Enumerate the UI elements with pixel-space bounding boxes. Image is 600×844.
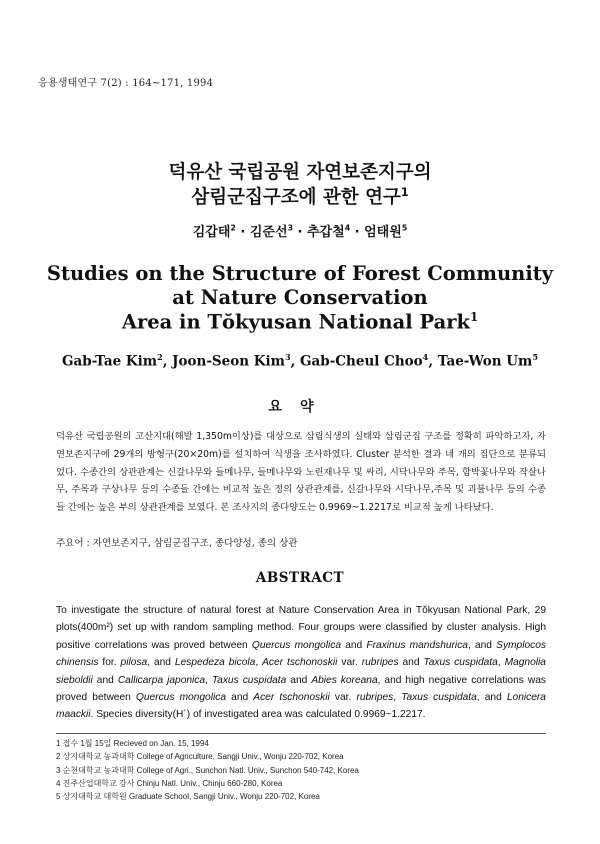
abstract-text: and — [92, 674, 118, 686]
species-name: Quercus mongolica — [135, 692, 227, 704]
korean-author: 엄태원 — [364, 225, 402, 240]
english-author-affil: 5 — [532, 352, 538, 362]
species-name: Acer tschonoskii — [262, 657, 338, 669]
footnote: 3 순천대학교 농과대학 College of Agri., Sunchon Natl. Univ., Sunchon 540-742, Korea — [56, 765, 359, 775]
english-authors: Gab-Tae Kim$^2$, Joon-Seon Kim$^3$, Gab-Cheul Choo$^4$, Tae-Won Um$^5$ — [62, 352, 538, 370]
species-name: Lespedeza bicola — [174, 657, 256, 669]
footnote-divider — [56, 733, 546, 734]
korean-abstract-body: 덕유산 국립공원의 고산지대(해발 1,350m이상)를 대상으로 삼림식생의 실태와 삼림군집 구조를 정확히 파악하고자, 자연보존지구에 29개의 방형구(20×20m)를 설치하여 식생을 조사하였다. Cluster 분석한 결과 네 개의 집단으로 분류되었다. 수종간의 상관관계는 신갈나무와 들메나무, 들메나무와 노린재나무 및 싸리, 시닥나무와 주목, 함박꽃나무와 작살나무, 주목과 구상나무 등의 수종들 간에는 비교적 높은 정의 상관관계를, 신갈나무와 시닥나무,주목 및 괴불나무 등의 수종들 간에는 높은 부의 상관관계를 보였다. 본 조사지의 종다양도는 0.9969~1.2217로 비교적 높게 나타났다. — [56, 431, 546, 514]
korean-author-affil: 4 — [344, 223, 351, 233]
english-author: Tae-Won Um — [437, 353, 533, 370]
korean-author-affil: 3 — [287, 223, 293, 233]
abstract-text: To investigate the structure of natural forest at Nature Conservation Area in Tŏkyusan National Park, 29 plots(400m²) set up with random sampling method. Four groups were classified by cluster analysis. High positive correlations was proved between — [56, 605, 546, 651]
korean-author-affil: 5 — [401, 223, 408, 233]
abstract-text: and — [341, 639, 367, 651]
abstract-text: and — [398, 657, 424, 669]
english-author: Joon-Seon Kim — [172, 353, 285, 370]
english-author-affil: 4 — [422, 352, 429, 362]
english-title-text: Area in Tŏkyusan National Park — [121, 310, 471, 334]
english-title-line2: at Nature Conservation — [172, 286, 428, 309]
species-name: Taxus cuspidata — [423, 657, 498, 669]
abstract-text: var. — [329, 692, 357, 704]
footnote: 4 진주산업대학교 강사 Chinju Natl. Univ., Chinju 660-280, Korea — [56, 778, 283, 788]
abstract-text: , — [497, 657, 505, 669]
korean-author: 김준선 — [249, 225, 288, 240]
korean-authors — [0, 221, 600, 240]
footnote: 5 상지대학교 대학원 Graduate School, Sangji Univ., Wonju 220-702, Korea — [56, 792, 320, 802]
species-name: rubripes — [356, 692, 394, 704]
english-title-line3 — [0, 310, 600, 334]
abstract-text: , and high negative correlations was proved between — [56, 674, 546, 704]
english-author: Gab-Cheul Choo — [299, 353, 423, 370]
abstract-text: , and — [476, 692, 507, 704]
english-abstract-body — [56, 602, 546, 724]
species-name: Callicarpa japonica — [117, 674, 206, 686]
korean-title-text: 삼림군집구조에 관한 연구 — [191, 187, 401, 208]
footnotes — [56, 737, 359, 803]
abstract-text: . Species diversity(H´) of investigated area was calculated 0.9969~1.2217. — [90, 709, 426, 721]
species-name: Quercus mongolica — [251, 639, 342, 651]
korean-author: 추갑철 — [307, 225, 345, 240]
abstract-text: var. — [337, 657, 362, 669]
species-name: Taxus cuspidata — [211, 674, 287, 686]
species-name: Taxus cuspidata — [401, 692, 477, 704]
korean-abstract-heading: 요약 — [268, 399, 332, 415]
abstract-text: , — [205, 674, 212, 686]
english-author-affil: 2 — [157, 352, 163, 362]
footnote: 1 접수 1월 15일 Recieved on Jan. 15, 1994 — [56, 739, 209, 748]
footnote: 2 상지대학교 농과대학 College of Agriculture, Sangji Univ., Wonju 220-702, Korea — [56, 752, 344, 762]
korean-author-affil: 2 — [230, 223, 236, 233]
keywords — [56, 535, 297, 549]
korean-title-line1: 덕유산 국립공원 자연보존지구의 — [168, 162, 432, 183]
species-name: Abies koreana — [311, 674, 378, 686]
species-name: Lonicera maackii — [56, 692, 546, 721]
abstract-text: and — [226, 692, 254, 704]
english-author: Gab-Tae Kim — [62, 353, 158, 370]
species-name: rubripes — [361, 657, 399, 669]
species-name: Magnolia sieboldii — [56, 657, 546, 686]
abstract-text: and — [286, 674, 312, 686]
english-title-footnote-mark: 1 — [470, 310, 479, 324]
abstract-text: , and — [147, 657, 175, 669]
species-name: Fraxinus mandshurica — [366, 639, 468, 651]
keywords-label: 주요어 : — [56, 538, 93, 549]
species-name: Symplocos chinensis — [56, 639, 546, 669]
korean-title-footnote-mark: 1 — [400, 185, 409, 199]
keywords-list: 자연보존지구, 삼림군집구조, 종다양성, 종의 상관 — [92, 538, 298, 549]
abstract-text: , and — [467, 639, 497, 651]
abstract-text: , — [393, 692, 402, 704]
species-name: pilosa — [120, 657, 148, 669]
english-title-line1: Studies on the Structure of Forest Community — [46, 262, 554, 285]
species-name: Acer tschonoskii — [253, 692, 330, 704]
english-author-affil: 3 — [284, 352, 291, 362]
author-separator: · — [350, 225, 365, 240]
author-separator: · — [293, 225, 307, 240]
abstract-text: for. — [98, 657, 121, 669]
abstract-heading: ABSTRACT — [255, 570, 345, 586]
korean-author: 김갑태 — [192, 225, 231, 240]
abstract-text: , — [255, 657, 263, 669]
journal-citation: 응용생태연구 7(2) : 164~171, 1994 — [38, 78, 214, 89]
author-separator: · — [235, 225, 250, 240]
korean-title-line2 — [0, 183, 600, 209]
